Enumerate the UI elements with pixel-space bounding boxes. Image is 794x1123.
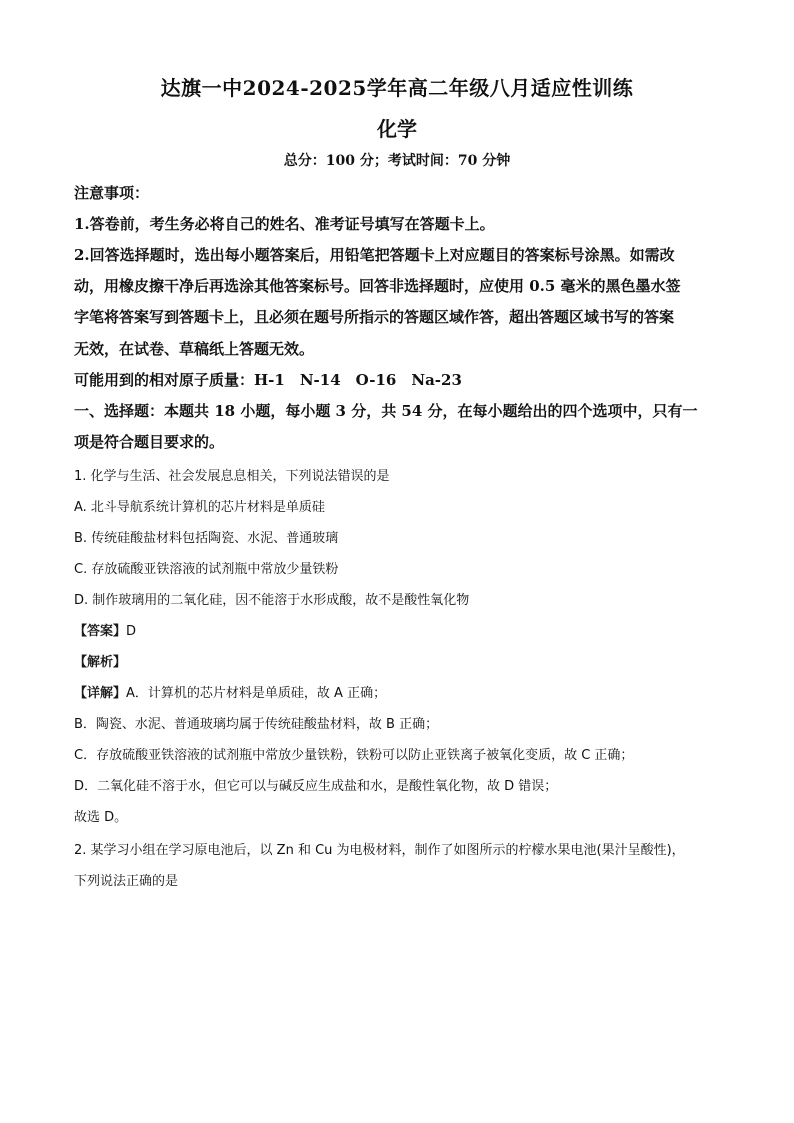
answer-tag: 【答案】 [74, 624, 127, 639]
detail-a-text: A．计算机的芯片材料是单质硅，故 A 正确； [126, 686, 387, 701]
question-1-answer [74, 620, 724, 639]
question-1-detail-b: B．陶瓷、水泥、普通玻璃均属于传统硅酸盐材料，故 B 正确； [74, 717, 439, 732]
section-1-intro-line-1: 一、选择题：本题共 18 小题，每小题 3 分，共 54 分，在每小题给出的四个选项中，只有一 [74, 402, 698, 420]
question-1-stem: 1. 化学与生活、社会发展息息相关，下列说法错误的是 [74, 469, 390, 484]
question-1-conclusion: 故选 D。 [74, 810, 128, 825]
notice-heading: 注意事项： [74, 184, 150, 202]
notice-item-1: 1.答卷前，考生务必将自己的姓名、准考证号填写在答题卡上。 [74, 215, 495, 233]
question-1-option-d: D. 制作玻璃用的二氧化硅，因不能溶于水形成酸，故不是酸性氧化物 [74, 593, 470, 608]
question-1-detail-c: C．存放硫酸亚铁溶液的试剂瓶中常放少量铁粉，铁粉可以防止亚铁离子被氧化变质，故 C 正确； [74, 748, 634, 763]
atomic-mass-line: 可能用到的相对原子质量：H-1 N-14 O-16 Na-23 [74, 371, 462, 389]
page-title: 达旗一中2024-2025学年高二年级八月适应性训练 [160, 76, 634, 100]
question-1-analysis-tag [74, 651, 724, 670]
exam-meta: 总分：100 分；考试时间：70 分钟 [283, 153, 511, 169]
question-1-detail-a [74, 682, 724, 701]
subject-title: 化学 [377, 117, 417, 141]
question-1-option-b: B. 传统硅酸盐材料包括陶瓷、水泥、普通玻璃 [74, 531, 339, 546]
notice-item-2-line-1: 2.回答选择题时，选出每小题答案后，用铅笔把答题卡上对应题目的答案标号涂黑。如需改 [74, 246, 675, 264]
detail-tag: 【详解】 [74, 686, 127, 701]
notice-item-2-line-3: 字笔将答案写到答题卡上，且必须在题号所指示的答题区域作答，超出答题区域书写的答案 [74, 308, 675, 326]
question-1-detail-d: D．二氧化硅不溶于水，但它可以与碱反应生成盐和水，是酸性氧化物，故 D 错误； [74, 779, 558, 794]
question-2-stem-line-1: 2. 某学习小组在学习原电池后，以 Zn 和 Cu 为电极材料，制作了如图所示的柠檬水果电池(果汁呈酸性)， [74, 843, 685, 858]
notice-item-2-line-2: 动，用橡皮擦干净后再选涂其他答案标号。回答非选择题时，应使用 0.5 毫米的黑色墨水签 [74, 277, 681, 295]
notice-item-2-line-4: 无效，在试卷、草稿纸上答题无效。 [74, 340, 315, 358]
answer-value: D [126, 624, 137, 639]
question-2-stem-line-2: 下列说法正确的是 [74, 874, 179, 889]
question-1-option-c: C. 存放硫酸亚铁溶液的试剂瓶中常放少量铁粉 [74, 562, 339, 577]
analysis-tag: 【解析】 [74, 655, 127, 670]
section-1-intro-line-2: 项是符合题目要求的。 [74, 433, 225, 451]
question-1-option-a: A. 北斗导航系统计算机的芯片材料是单质硅 [74, 500, 325, 515]
